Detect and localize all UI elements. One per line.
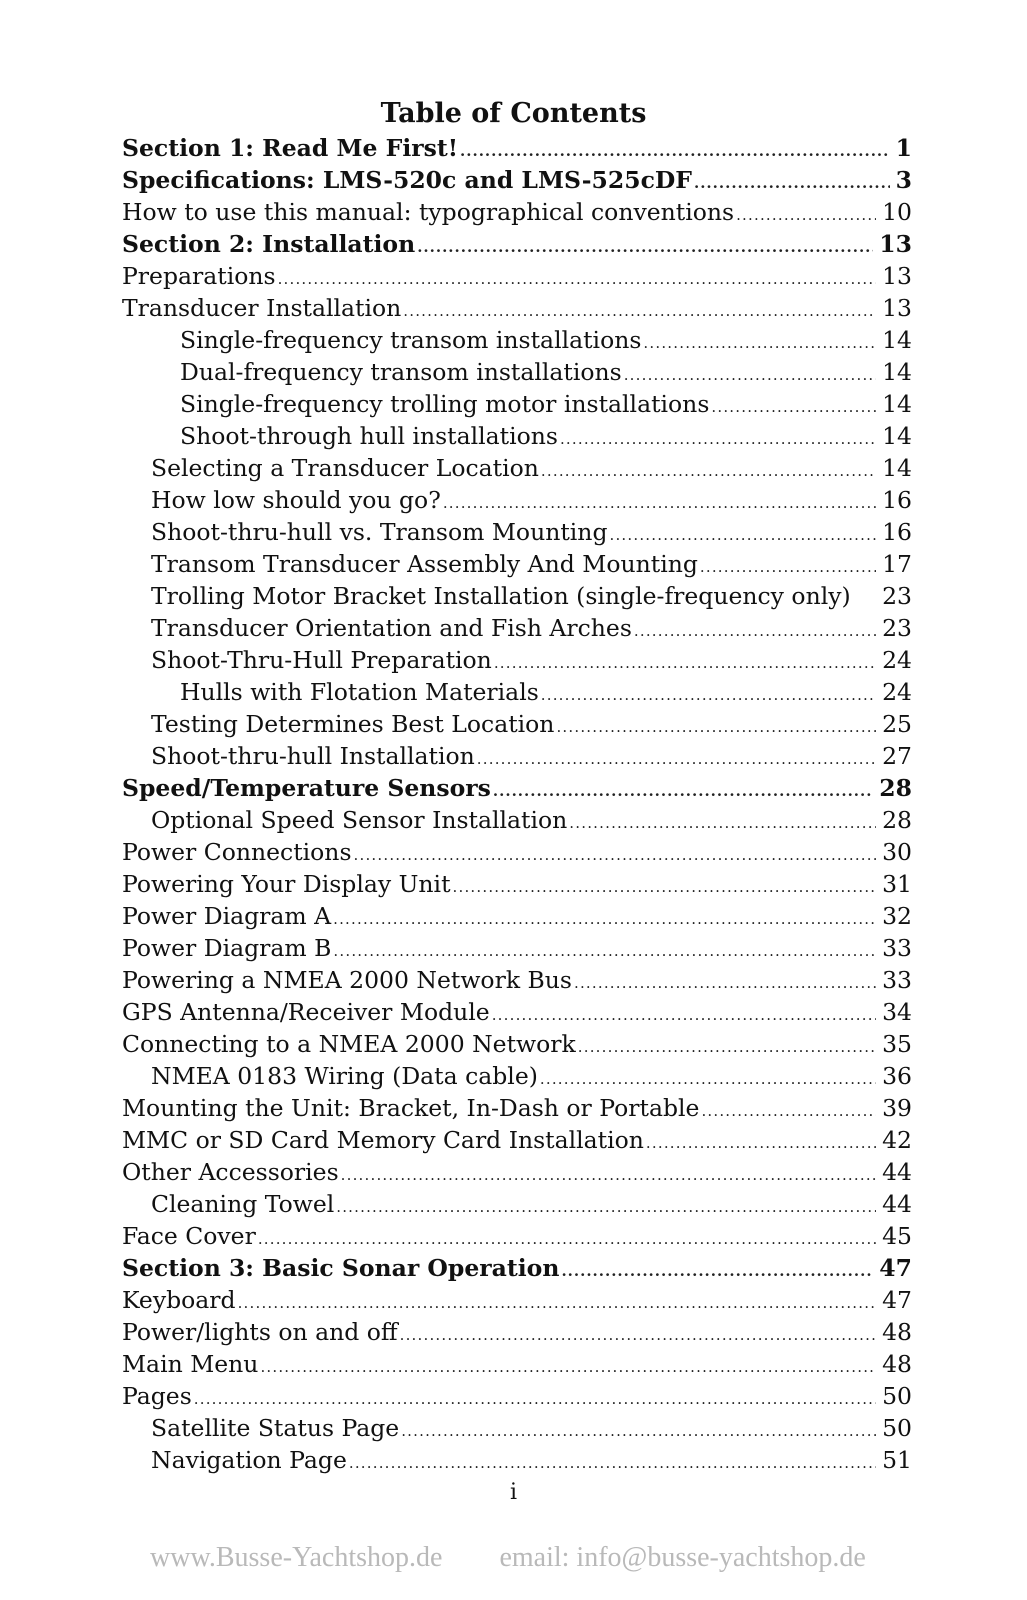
toc-entry-title: Single-frequency transom installations [180, 326, 642, 354]
toc-dot-leader [540, 1063, 876, 1095]
toc-entry-title: GPS Antenna/Receiver Module [122, 998, 490, 1026]
toc-dot-leader [354, 839, 877, 871]
toc-dot-leader [700, 551, 876, 583]
toc-entry [122, 356, 912, 388]
toc-entry-title: Powering a NMEA 2000 Network Bus [122, 966, 572, 994]
toc-entry-title: Preparations [122, 262, 276, 290]
toc-entry-page: 30 [882, 838, 912, 866]
toc-entry-title: Shoot-thru-hull Installation [151, 742, 475, 770]
toc-entry-title: Power Connections [122, 838, 352, 866]
toc-entry-title: Power/lights on and off [122, 1318, 398, 1346]
toc-entry-title: Optional Speed Sensor Installation [151, 806, 568, 834]
toc-entry [122, 1220, 912, 1252]
toc-dot-leader [492, 999, 876, 1031]
toc-entry-page: 33 [882, 934, 912, 962]
toc-entry [122, 964, 912, 996]
toc-entry-title: Trolling Motor Bracket Installation (single-frequency only) [151, 582, 851, 610]
toc-entry-title: Main Menu [122, 1350, 259, 1378]
toc-entry-page: 33 [882, 966, 912, 994]
toc-entry-title: Face Cover [122, 1222, 256, 1250]
toc-entry [122, 1028, 912, 1060]
toc-entry-page: 17 [882, 550, 912, 578]
toc-entry [122, 1092, 912, 1124]
toc-entry-page: 35 [882, 1030, 912, 1058]
toc-entry-page: 50 [882, 1382, 912, 1410]
toc-entry-title: Selecting a Transducer Location [151, 454, 539, 482]
toc-entry [122, 260, 912, 292]
page-number: i [509, 1480, 518, 1505]
toc-entry-page: 39 [882, 1094, 912, 1122]
toc-entry [122, 772, 912, 804]
toc-dot-leader [417, 231, 873, 263]
toc-entry-page: 34 [882, 998, 912, 1026]
page-title: Table of Contents [380, 98, 647, 129]
toc-entry-page: 16 [882, 518, 912, 546]
toc-dot-leader [541, 679, 876, 711]
toc-entry-title: Shoot-Thru-Hull Preparation [151, 646, 492, 674]
toc-entry-page: 48 [882, 1318, 912, 1346]
toc-dot-leader [401, 1415, 876, 1447]
toc-entry-title: Testing Determines Best Location [151, 710, 555, 738]
toc-dot-leader [569, 807, 876, 839]
toc-entry-page: 16 [882, 486, 912, 514]
toc-entry-title: Single-frequency trolling motor installations [180, 390, 710, 418]
toc-entry-title: Power Diagram A [122, 902, 332, 930]
toc-entry-page: 47 [882, 1286, 912, 1314]
toc-dot-leader [560, 423, 876, 455]
footer-watermark [150, 1540, 950, 1576]
toc-entry-page: 13 [882, 262, 912, 290]
toc-entry-page: 48 [882, 1350, 912, 1378]
toc-dot-leader [333, 935, 876, 967]
footer-email: email: info@busse-yachtshop.de [499, 1542, 866, 1573]
toc-entry [122, 612, 912, 644]
toc-dot-leader [609, 519, 876, 551]
toc-entry-title: Specifications: LMS-520c and LMS-525cDF [122, 166, 692, 194]
toc-dot-leader [238, 1287, 877, 1319]
toc-entry-page: 24 [882, 678, 912, 706]
toc-entry-title: Powering Your Display Unit [122, 870, 451, 898]
toc-entry [122, 868, 912, 900]
toc-entry [122, 836, 912, 868]
toc-dot-leader [258, 1223, 876, 1255]
toc-entry-page: 23 [882, 614, 912, 642]
toc-entry-title: MMC or SD Card Memory Card Installation [122, 1126, 644, 1154]
toc-entry-title: Other Accessories [122, 1158, 339, 1186]
toc-entry-page: 13 [882, 294, 912, 322]
toc-entry-title: Shoot-thru-hull vs. Transom Mounting [151, 518, 608, 546]
toc-entry [122, 1124, 912, 1156]
toc-dot-leader [349, 1447, 876, 1479]
table-of-contents [122, 132, 912, 1476]
toc-entry-title: Hulls with Flotation Materials [180, 678, 539, 706]
toc-entry-title: Pages [122, 1382, 192, 1410]
toc-entry-title: Speed/Temperature Sensors [122, 774, 491, 802]
toc-entry-page: 23 [882, 582, 912, 610]
toc-dot-leader [578, 1031, 876, 1063]
toc-dot-leader [574, 967, 876, 999]
toc-entry-title: Power Diagram B [122, 934, 332, 962]
toc-entry-page: 1 [895, 134, 912, 162]
toc-entry [122, 804, 912, 836]
toc-dot-leader [400, 1319, 876, 1351]
toc-dot-leader [336, 1191, 876, 1223]
toc-entry [122, 708, 912, 740]
toc-entry [122, 1156, 912, 1188]
toc-dot-leader [694, 167, 890, 199]
toc-entry [122, 484, 912, 516]
toc-entry [122, 548, 912, 580]
toc-entry [122, 1284, 912, 1316]
toc-entry [122, 580, 912, 612]
toc-entry [122, 388, 912, 420]
toc-dot-leader [403, 295, 876, 327]
toc-dot-leader [556, 711, 876, 743]
toc-dot-leader [494, 647, 876, 679]
toc-entry [122, 996, 912, 1028]
toc-entry-title: NMEA 0183 Wiring (Data cable) [151, 1062, 538, 1090]
toc-dot-leader [341, 1159, 876, 1191]
toc-dot-leader [260, 1351, 876, 1383]
toc-entry [122, 740, 912, 772]
toc-entry [122, 1316, 912, 1348]
toc-entry-page: 14 [882, 422, 912, 450]
toc-entry-page: 45 [882, 1222, 912, 1250]
toc-entry-page: 51 [882, 1446, 912, 1474]
toc-entry-title: Mounting the Unit: Bracket, In-Dash or Portable [122, 1094, 700, 1122]
toc-dot-leader [278, 263, 877, 295]
toc-entry [122, 1444, 912, 1476]
toc-entry-title: Connecting to a NMEA 2000 Network [122, 1030, 576, 1058]
toc-dot-leader [646, 1127, 876, 1159]
toc-dot-leader [711, 391, 876, 423]
toc-entry-title: Satellite Status Page [151, 1414, 400, 1442]
toc-entry-page: 24 [882, 646, 912, 674]
toc-entry-title: How low should you go? [151, 486, 441, 514]
toc-entry-page: 25 [882, 710, 912, 738]
toc-entry [122, 1380, 912, 1412]
toc-entry-title: Section 2: Installation [122, 230, 416, 258]
toc-entry-page: 31 [882, 870, 912, 898]
toc-entry [122, 1412, 912, 1444]
toc-entry [122, 644, 912, 676]
toc-entry-title: Section 1: Read Me First! [122, 134, 459, 162]
toc-entry [122, 1060, 912, 1092]
toc-entry-page: 44 [882, 1190, 912, 1218]
toc-entry-page: 50 [882, 1414, 912, 1442]
toc-entry [122, 196, 912, 228]
toc-dot-leader [194, 1383, 876, 1415]
toc-entry-page: 3 [895, 166, 912, 194]
toc-entry-title: Transom Transducer Assembly And Mounting [151, 550, 698, 578]
toc-entry-page: 13 [879, 230, 912, 258]
toc-entry [122, 164, 912, 196]
toc-entry-title: Transducer Orientation and Fish Arches [151, 614, 632, 642]
toc-dot-leader [493, 775, 873, 807]
toc-dot-leader [541, 455, 876, 487]
toc-dot-leader [736, 199, 876, 231]
toc-dot-leader [477, 743, 876, 775]
toc-entry [122, 1188, 912, 1220]
toc-entry-page: 14 [882, 358, 912, 386]
toc-entry-page: 36 [882, 1062, 912, 1090]
toc-entry-page: 27 [882, 742, 912, 770]
toc-entry-title: Keyboard [122, 1286, 236, 1314]
toc-entry-page: 28 [879, 774, 912, 802]
toc-entry-page: 14 [882, 390, 912, 418]
toc-dot-leader [453, 871, 877, 903]
toc-entry-page: 14 [882, 326, 912, 354]
toc-entry [122, 324, 912, 356]
toc-dot-leader [460, 135, 890, 167]
toc-entry-title: Section 3: Basic Sonar Operation [122, 1254, 560, 1282]
toc-entry-page: 42 [882, 1126, 912, 1154]
toc-dot-leader [701, 1095, 876, 1127]
toc-dot-leader [643, 327, 876, 359]
toc-entry-page: 14 [882, 454, 912, 482]
toc-entry-page: 32 [882, 902, 912, 930]
toc-entry-page: 28 [882, 806, 912, 834]
toc-entry [122, 132, 912, 164]
toc-dot-leader [634, 615, 876, 647]
toc-dot-leader [443, 487, 876, 519]
toc-entry [122, 932, 912, 964]
toc-entry-page: 47 [879, 1254, 912, 1282]
toc-entry-title: Cleaning Towel [151, 1190, 335, 1218]
toc-entry-title: Navigation Page [151, 1446, 347, 1474]
toc-entry-page: 10 [882, 198, 912, 226]
toc-entry-title: Dual-frequency transom installations [180, 358, 622, 386]
toc-entry-page: 44 [882, 1158, 912, 1186]
toc-dot-leader [561, 1255, 873, 1287]
footer-website: www.Busse-Yachtshop.de [150, 1542, 443, 1573]
toc-entry [122, 292, 912, 324]
toc-entry [122, 452, 912, 484]
toc-entry [122, 516, 912, 548]
toc-dot-leader [624, 359, 876, 391]
toc-entry [122, 676, 912, 708]
toc-entry [122, 420, 912, 452]
toc-entry-title: Shoot-through hull installations [180, 422, 558, 450]
toc-entry [122, 900, 912, 932]
toc-entry-title: How to use this manual: typographical conventions [122, 198, 735, 226]
toc-entry-title: Transducer Installation [122, 294, 402, 322]
toc-entry [122, 1252, 912, 1284]
toc-dot-leader [333, 903, 876, 935]
toc-entry [122, 1348, 912, 1380]
toc-entry [122, 228, 912, 260]
